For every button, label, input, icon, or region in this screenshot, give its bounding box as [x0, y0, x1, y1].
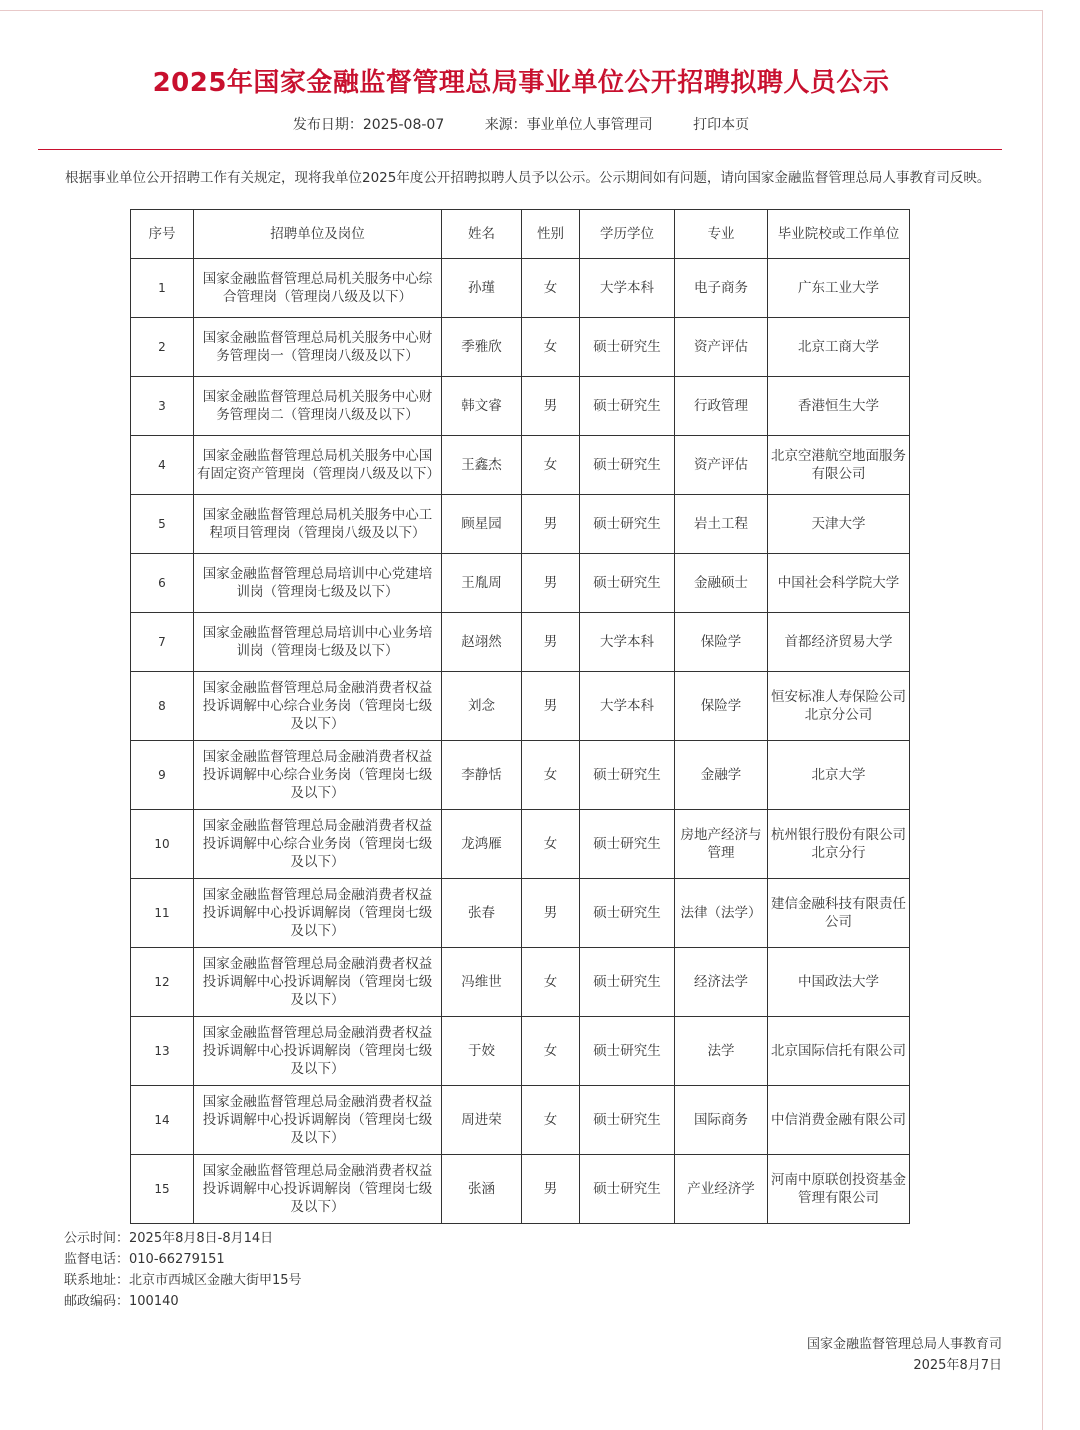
cell-school: 河南中原联创投资基金管理有限公司 — [768, 1155, 910, 1224]
cell-gender: 男 — [522, 613, 580, 672]
cell-no: 11 — [131, 879, 194, 948]
cell-degree: 硕士研究生 — [580, 879, 675, 948]
table-row — [131, 810, 910, 879]
cell-name: 于姣 — [442, 1017, 522, 1086]
cell-post: 国家金融监督管理总局培训中心业务培训岗（管理岗七级及以下） — [194, 613, 442, 672]
table-row — [131, 879, 910, 948]
cell-school: 中国社会科学院大学 — [768, 554, 910, 613]
cell-school: 中国政法大学 — [768, 948, 910, 1017]
cell-no: 14 — [131, 1086, 194, 1155]
cell-post: 国家金融监督管理总局机关服务中心财务管理岗一（管理岗八级及以下） — [194, 318, 442, 377]
table-row — [131, 613, 910, 672]
cell-post: 国家金融监督管理总局机关服务中心综合管理岗（管理岗八级及以下） — [194, 259, 442, 318]
cell-degree: 大学本科 — [580, 613, 675, 672]
cell-major: 保险学 — [675, 613, 768, 672]
cell-no: 3 — [131, 377, 194, 436]
table-row — [131, 495, 910, 554]
cell-school: 香港恒生大学 — [768, 377, 910, 436]
cell-post: 国家金融监督管理总局金融消费者权益投诉调解中心投诉调解岗（管理岗七级及以下） — [194, 1017, 442, 1086]
cell-gender: 女 — [522, 1086, 580, 1155]
table-row — [131, 436, 910, 495]
cell-school: 建信金融科技有限责任公司 — [768, 879, 910, 948]
page-frame-right — [1042, 10, 1043, 1430]
cell-post: 国家金融监督管理总局金融消费者权益投诉调解中心投诉调解岗（管理岗七级及以下） — [194, 1086, 442, 1155]
cell-school: 天津大学 — [768, 495, 910, 554]
cell-post: 国家金融监督管理总局金融消费者权益投诉调解中心综合业务岗（管理岗七级及以下） — [194, 810, 442, 879]
cell-school: 北京工商大学 — [768, 318, 910, 377]
postal-code: 邮政编码：100140 — [64, 1294, 179, 1309]
cell-degree: 硕士研究生 — [580, 554, 675, 613]
cell-name: 季雅欣 — [442, 318, 522, 377]
cell-school: 中信消费金融有限公司 — [768, 1086, 910, 1155]
cell-gender: 男 — [522, 495, 580, 554]
cell-degree: 硕士研究生 — [580, 495, 675, 554]
cell-school: 北京国际信托有限公司 — [768, 1017, 910, 1086]
cell-major: 行政管理 — [675, 377, 768, 436]
cell-gender: 女 — [522, 810, 580, 879]
cell-major: 资产评估 — [675, 436, 768, 495]
cell-gender: 女 — [522, 436, 580, 495]
cell-gender: 女 — [522, 948, 580, 1017]
cell-school: 恒安标准人寿保险公司北京分公司 — [768, 672, 910, 741]
cell-major: 产业经济学 — [675, 1155, 768, 1224]
cell-post: 国家金融监督管理总局机关服务中心国有固定资产管理岗（管理岗八级及以下） — [194, 436, 442, 495]
intro-paragraph: 根据事业单位公开招聘工作有关规定，现将我单位2025年度公开招聘拟聘人员予以公示。公示期间如有问题，请向国家金融监督管理总局人事教育司反映。 — [65, 170, 991, 186]
cell-major: 岩土工程 — [675, 495, 768, 554]
cell-degree: 硕士研究生 — [580, 1017, 675, 1086]
header-name: 姓名 — [442, 210, 522, 259]
cell-degree: 大学本科 — [580, 259, 675, 318]
header-school: 毕业院校或工作单位 — [768, 210, 910, 259]
table-row — [131, 672, 910, 741]
header-degree: 学历学位 — [580, 210, 675, 259]
cell-degree: 大学本科 — [580, 672, 675, 741]
page-title: 2025年国家金融监督管理总局事业单位公开招聘拟聘人员公示 — [152, 68, 890, 98]
cell-degree: 硕士研究生 — [580, 1155, 675, 1224]
table-row — [131, 259, 910, 318]
cell-name: 顾星园 — [442, 495, 522, 554]
cell-gender: 女 — [522, 318, 580, 377]
cell-school: 广东工业大学 — [768, 259, 910, 318]
table-header-row — [131, 210, 910, 259]
table-row — [131, 1155, 910, 1224]
cell-degree: 硕士研究生 — [580, 948, 675, 1017]
cell-major: 保险学 — [675, 672, 768, 741]
table-row — [131, 948, 910, 1017]
cell-school: 杭州银行股份有限公司北京分行 — [768, 810, 910, 879]
page-frame-top — [0, 10, 1042, 11]
cell-no: 13 — [131, 1017, 194, 1086]
cell-major: 电子商务 — [675, 259, 768, 318]
cell-name: 刘念 — [442, 672, 522, 741]
cell-degree: 硕士研究生 — [580, 436, 675, 495]
cell-degree: 硕士研究生 — [580, 318, 675, 377]
cell-gender: 男 — [522, 1155, 580, 1224]
table-row — [131, 377, 910, 436]
cell-post: 国家金融监督管理总局金融消费者权益投诉调解中心投诉调解岗（管理岗七级及以下） — [194, 879, 442, 948]
cell-degree: 硕士研究生 — [580, 1086, 675, 1155]
cell-major: 金融学 — [675, 741, 768, 810]
sign-org: 国家金融监督管理总局人事教育司 — [806, 1337, 1002, 1352]
cell-major: 金融硕士 — [675, 554, 768, 613]
cell-major: 资产评估 — [675, 318, 768, 377]
cell-name: 韩文睿 — [442, 377, 522, 436]
article-meta — [0, 114, 1042, 134]
cell-name: 王胤周 — [442, 554, 522, 613]
contact-info — [64, 1228, 302, 1312]
cell-name: 张涵 — [442, 1155, 522, 1224]
cell-school: 首都经济贸易大学 — [768, 613, 910, 672]
cell-no: 2 — [131, 318, 194, 377]
table-row — [131, 1017, 910, 1086]
cell-degree: 硕士研究生 — [580, 810, 675, 879]
cell-no: 8 — [131, 672, 194, 741]
header-post: 招聘单位及岗位 — [194, 210, 442, 259]
table-row — [131, 554, 910, 613]
cell-school: 北京大学 — [768, 741, 910, 810]
cell-degree: 硕士研究生 — [580, 741, 675, 810]
cell-major: 房地产经济与管理 — [675, 810, 768, 879]
source: 来源：事业单位人事管理司 — [484, 117, 653, 133]
cell-no: 6 — [131, 554, 194, 613]
cell-post: 国家金融监督管理总局金融消费者权益投诉调解中心综合业务岗（管理岗七级及以下） — [194, 741, 442, 810]
cell-gender: 女 — [522, 741, 580, 810]
publish-date: 发布日期：2025-08-07 — [292, 117, 445, 133]
cell-no: 5 — [131, 495, 194, 554]
cell-name: 赵翊然 — [442, 613, 522, 672]
cell-school: 北京空港航空地面服务有限公司 — [768, 436, 910, 495]
contact-address: 联系地址：北京市西城区金融大街甲15号 — [64, 1273, 302, 1288]
supervision-phone: 监督电话：010-66279151 — [64, 1252, 225, 1267]
cell-no: 12 — [131, 948, 194, 1017]
signature — [700, 1334, 1002, 1376]
table-row — [131, 1086, 910, 1155]
header-no: 序号 — [131, 210, 194, 259]
cell-gender: 男 — [522, 554, 580, 613]
cell-name: 周进荣 — [442, 1086, 522, 1155]
header-gender: 性别 — [522, 210, 580, 259]
cell-gender: 女 — [522, 259, 580, 318]
cell-name: 孙瑾 — [442, 259, 522, 318]
cell-no: 1 — [131, 259, 194, 318]
cell-major: 法律（法学） — [675, 879, 768, 948]
cell-post: 国家金融监督管理总局金融消费者权益投诉调解中心综合业务岗（管理岗七级及以下） — [194, 672, 442, 741]
sign-date: 2025年8月7日 — [913, 1358, 1002, 1373]
cell-post: 国家金融监督管理总局金融消费者权益投诉调解中心投诉调解岗（管理岗七级及以下） — [194, 948, 442, 1017]
cell-major: 法学 — [675, 1017, 768, 1086]
cell-no: 10 — [131, 810, 194, 879]
table-row — [131, 318, 910, 377]
notice-period: 公示时间：2025年8月8日-8月14日 — [64, 1231, 274, 1246]
cell-no: 15 — [131, 1155, 194, 1224]
print-link[interactable]: 打印本页 — [693, 117, 750, 133]
title-divider — [38, 149, 1002, 150]
cell-post: 国家金融监督管理总局金融消费者权益投诉调解中心投诉调解岗（管理岗七级及以下） — [194, 1155, 442, 1224]
cell-no: 9 — [131, 741, 194, 810]
cell-name: 张春 — [442, 879, 522, 948]
cell-gender: 男 — [522, 672, 580, 741]
cell-gender: 女 — [522, 1017, 580, 1086]
cell-degree: 硕士研究生 — [580, 377, 675, 436]
cell-no: 7 — [131, 613, 194, 672]
cell-major: 国际商务 — [675, 1086, 768, 1155]
cell-gender: 男 — [522, 879, 580, 948]
table-row — [131, 741, 910, 810]
cell-post: 国家金融监督管理总局机关服务中心工程项目管理岗（管理岗八级及以下） — [194, 495, 442, 554]
cell-gender: 男 — [522, 377, 580, 436]
cell-major: 经济法学 — [675, 948, 768, 1017]
cell-name: 冯维世 — [442, 948, 522, 1017]
cell-name: 李静恬 — [442, 741, 522, 810]
cell-name: 王鑫杰 — [442, 436, 522, 495]
cell-post: 国家金融监督管理总局机关服务中心财务管理岗二（管理岗八级及以下） — [194, 377, 442, 436]
candidate-table — [130, 209, 910, 1224]
cell-name: 龙鸿雁 — [442, 810, 522, 879]
header-major: 专业 — [675, 210, 768, 259]
cell-post: 国家金融监督管理总局培训中心党建培训岗（管理岗七级及以下） — [194, 554, 442, 613]
cell-no: 4 — [131, 436, 194, 495]
